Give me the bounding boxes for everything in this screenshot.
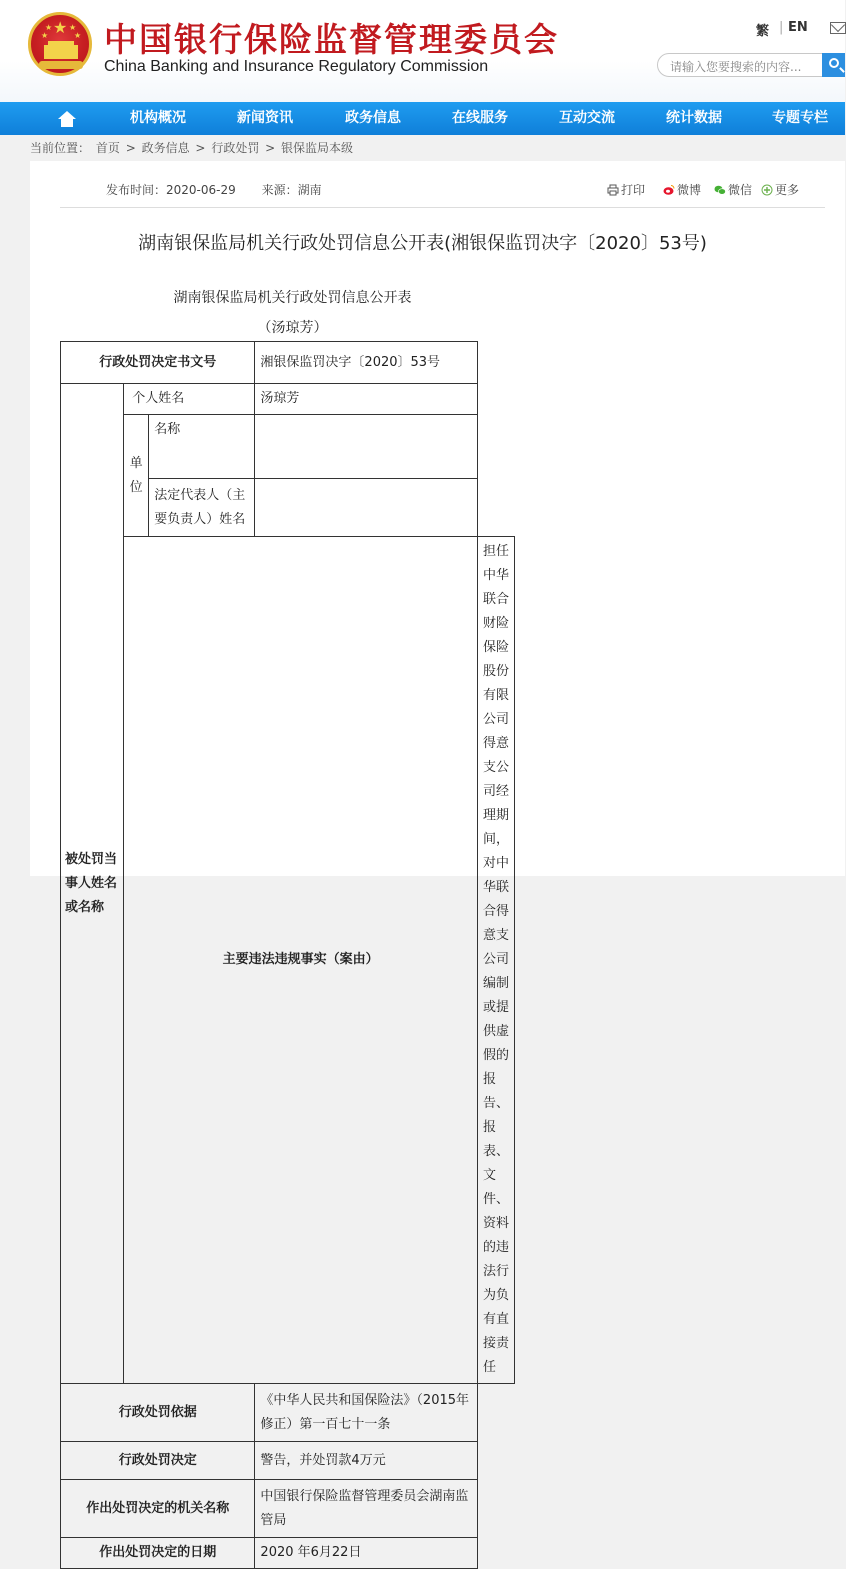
- search-icon: [829, 58, 839, 68]
- table-row: [61, 1442, 515, 1480]
- breadcrumb-separator: >: [265, 141, 276, 155]
- date-value: 2020 年6月22日: [255, 1538, 478, 1569]
- table-row: [61, 1384, 515, 1442]
- lang-en-link[interactable]: EN: [788, 20, 808, 35]
- mail-icon[interactable]: [830, 22, 846, 34]
- table-row: [61, 1538, 515, 1569]
- doc-number-label: 行政处罚决定书文号: [61, 342, 255, 384]
- breadcrumb-item-penalty[interactable]: 行政处罚: [211, 141, 260, 155]
- basis-value: 《中华人民共和国保险法》（2015年修正）第一百七十一条: [255, 1384, 478, 1442]
- print-icon: [607, 184, 619, 196]
- table-row: [61, 342, 515, 384]
- share-weixin-button[interactable]: [714, 181, 752, 198]
- print-label: 打印: [621, 183, 646, 197]
- nav-item-government-info[interactable]: 政务信息: [345, 110, 401, 126]
- weibo-label: 微博: [677, 183, 702, 197]
- article-source: 来源：湖南: [261, 183, 322, 197]
- nav-item-statistics[interactable]: 统计数据: [666, 110, 722, 126]
- table-title: 湖南银保监局机关行政处罚信息公开表: [173, 290, 412, 306]
- doc-number-value: 湘银保监罚决字〔2020〕53号: [255, 342, 478, 384]
- main-nav: [0, 102, 845, 135]
- table-row: [61, 1480, 515, 1538]
- nav-item-institution[interactable]: 机构概况: [130, 110, 186, 126]
- person-name-value: 汤琼芳: [255, 384, 478, 415]
- home-icon: [58, 111, 76, 119]
- authority-label: 作出处罚决定的机关名称: [61, 1480, 255, 1538]
- breadcrumb: [30, 139, 355, 156]
- site-title-en: China Banking and Insurance Regulatory Commission: [104, 58, 489, 75]
- share-more-button[interactable]: [761, 181, 799, 198]
- table-row: [61, 415, 515, 479]
- legal-rep-value: [255, 479, 478, 537]
- table-subtitle-person: （汤琼芳）: [257, 320, 328, 336]
- nav-item-interaction[interactable]: 互动交流: [559, 110, 615, 126]
- nav-home[interactable]: [52, 108, 82, 130]
- decision-label: 行政处罚决定: [61, 1442, 255, 1480]
- meta-divider: [60, 207, 825, 208]
- breadcrumb-item-home[interactable]: 首页: [95, 141, 120, 155]
- site-title-cn: 中国银行保险监督管理委员会: [104, 20, 559, 59]
- search-button[interactable]: [822, 53, 845, 77]
- share-weibo-button[interactable]: [663, 181, 701, 198]
- party-label: 被处罚当事人姓名或名称: [61, 384, 124, 1384]
- breadcrumb-separator: >: [125, 141, 136, 155]
- breadcrumb-label: 当前位置：: [30, 141, 91, 155]
- facts-value: 担任中华联合财险保险股份有限公司得意支公司经理期间，对中华联合得意支公司编制或提供虚假的报告、报表、文件、资料的违法行为负有直接责任: [478, 537, 515, 1384]
- lang-traditional-link[interactable]: 繁: [756, 24, 770, 39]
- table-row: [61, 384, 515, 415]
- date-label: 作出处罚决定的日期: [61, 1538, 255, 1569]
- weixin-icon: [714, 184, 726, 196]
- search-input[interactable]: 请输入您要搜索的内容...: [657, 53, 827, 77]
- unit-name-value: [255, 415, 478, 479]
- authority-value: 中国银行保险监督管理委员会湖南监管局: [255, 1480, 478, 1538]
- plus-circle-icon: [761, 184, 773, 196]
- breadcrumb-item-local-bureau[interactable]: 银保监局本级: [281, 141, 354, 155]
- table-row: [61, 537, 515, 1384]
- article-title: 湖南银保监局机关行政处罚信息公开表(湘银保监罚决字〔2020〕53号): [138, 233, 707, 254]
- site-header: [0, 0, 845, 102]
- basis-label: 行政处罚依据: [61, 1384, 255, 1442]
- more-label: 更多: [775, 183, 800, 197]
- lang-separator: |: [779, 20, 784, 35]
- print-button[interactable]: [607, 181, 645, 198]
- legal-rep-label: 法定代表人（主要负责人）姓名: [149, 479, 255, 537]
- article-meta: [106, 181, 322, 198]
- nav-item-news[interactable]: 新闻资讯: [237, 110, 293, 126]
- nav-item-special-topics[interactable]: 专题专栏: [772, 110, 828, 126]
- nav-item-online-service[interactable]: 在线服务: [452, 110, 508, 126]
- facts-label: 主要违法违规事实（案由）: [124, 537, 478, 1384]
- decision-value: 警告，并处罚款4万元: [255, 1442, 478, 1480]
- unit-name-label: 名称: [149, 415, 255, 479]
- unit-label: 单位: [124, 415, 149, 537]
- breadcrumb-item-government-info[interactable]: 政务信息: [141, 141, 190, 155]
- weibo-icon: [663, 184, 675, 196]
- person-name-label: 个人姓名: [124, 384, 255, 415]
- national-emblem-logo[interactable]: ★ ★ ★ ★ ★: [28, 12, 92, 76]
- publish-date: 发布时间：2020-06-29: [106, 183, 236, 197]
- penalty-info-table: [60, 341, 515, 1569]
- weixin-label: 微信: [728, 183, 753, 197]
- breadcrumb-separator: >: [195, 141, 206, 155]
